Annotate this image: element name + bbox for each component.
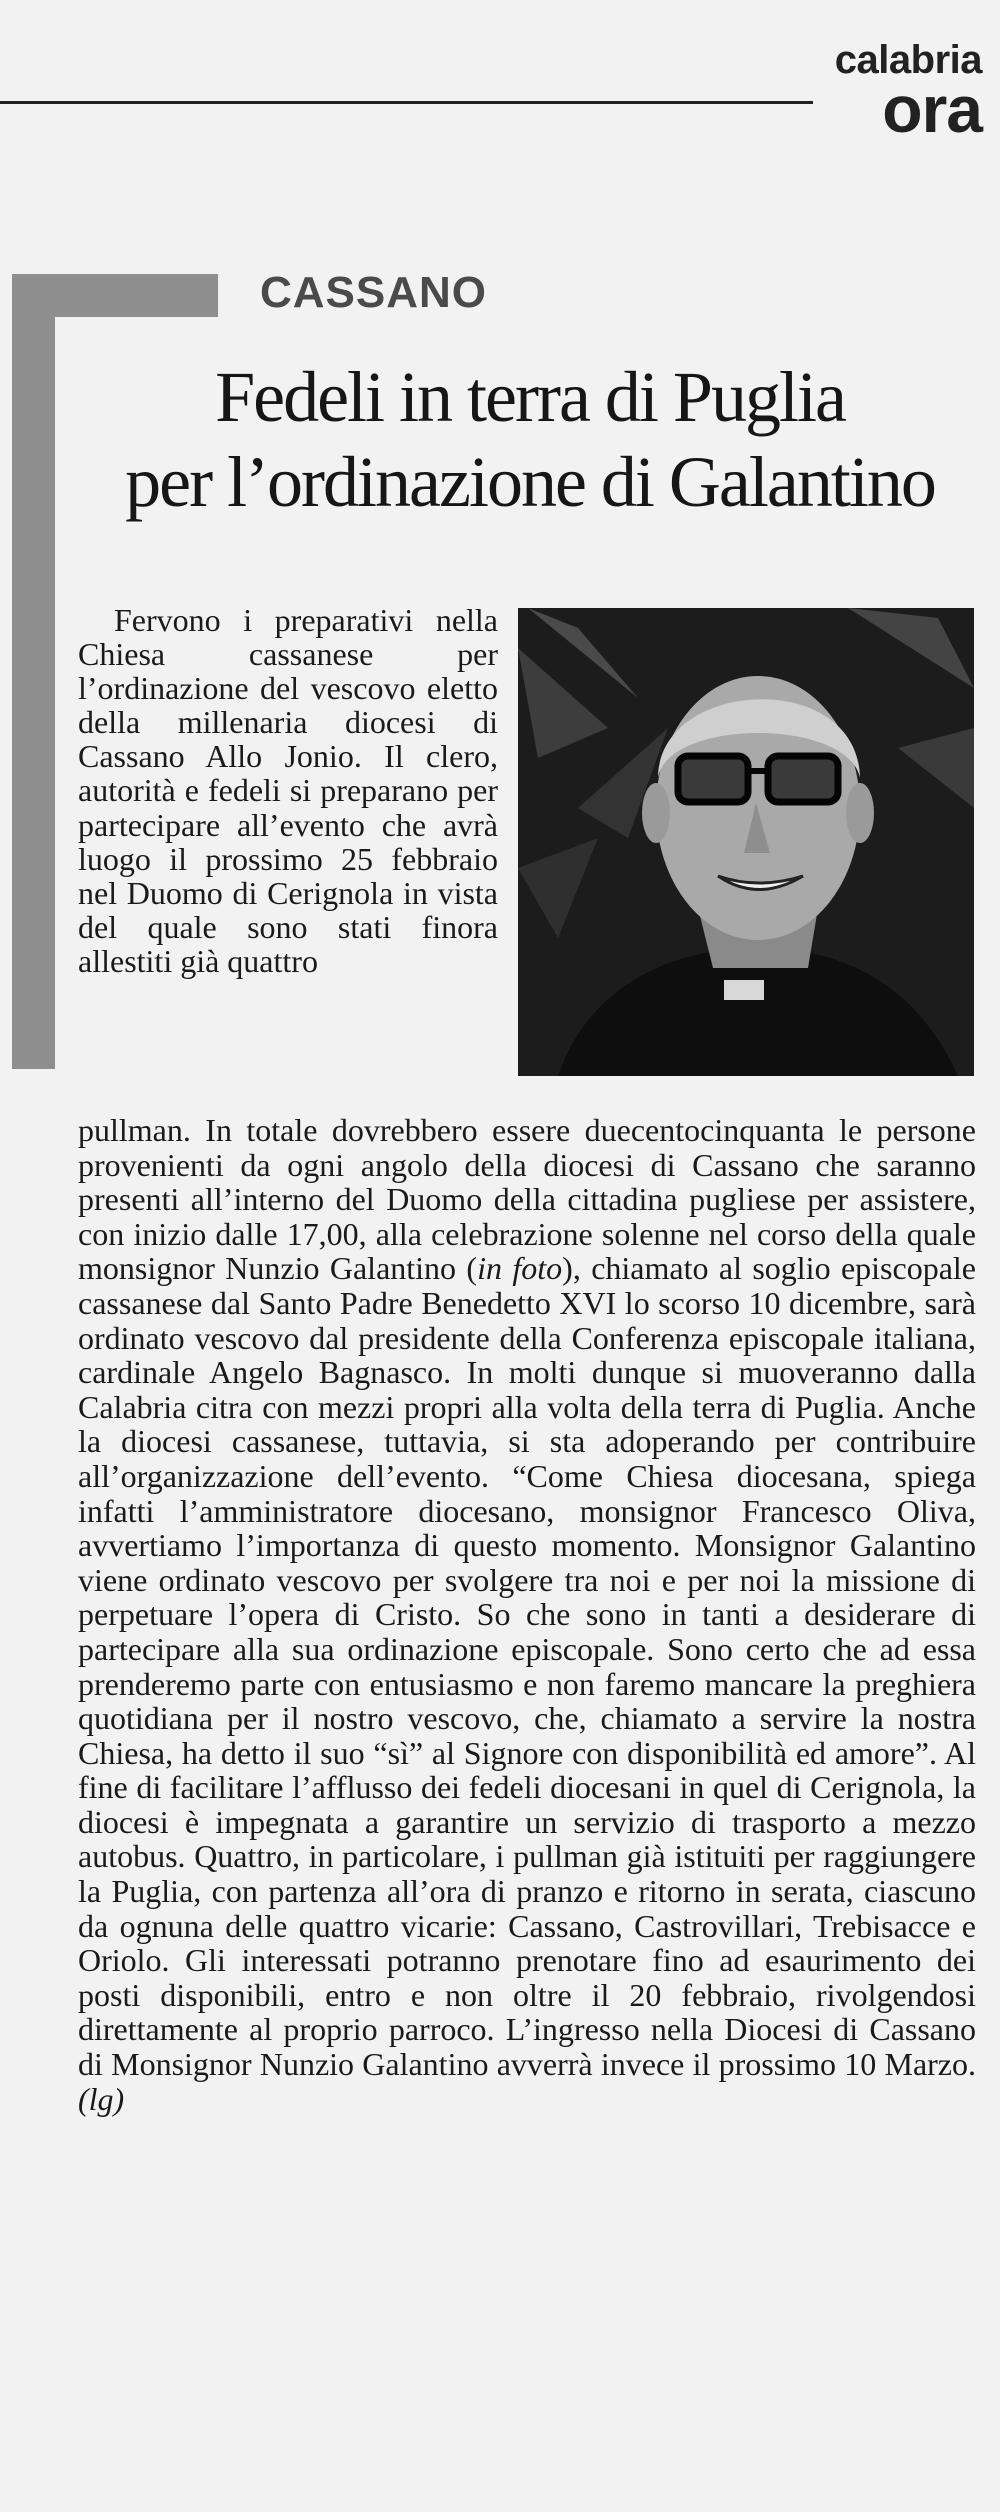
newspaper-masthead [834, 38, 982, 146]
decorative-bracket-vertical [12, 274, 55, 1069]
author-initials: (lg) [78, 2080, 125, 2117]
article-paragraph-intro: Fervono i preparativi nella Chiesa cassanese per l’ordinazione del vescovo eletto della millenaria diocesi di Cassano Allo Jonio. Il clero, autorità e fedeli si preparano per partecipare all’evento che avrà luogo il prossimo 25 febbraio nel Duomo di Cerignola in vista del quale sono stati finora allestiti già quattro [78, 602, 498, 979]
headline-line1: Fedeli in terra di Puglia [215, 357, 845, 437]
article-paragraph-main [78, 1113, 976, 2116]
masthead-line2: ora [882, 72, 982, 146]
article-body [78, 1113, 976, 2116]
masthead-line1: calabria [834, 38, 982, 82]
portrait-image [518, 608, 974, 1076]
headline-line2: per l’ordinazione di Galantino [125, 442, 935, 522]
section-kicker: CASSANO [260, 268, 488, 317]
header-rule [0, 101, 813, 104]
photo-reference-italic: in foto [477, 1250, 563, 1287]
article-photo [518, 608, 974, 1076]
article-headline [60, 355, 1000, 525]
decorative-bracket-horizontal [12, 274, 218, 317]
body-text-part2: ), chiamato al soglio episcopale cassanese dal Santo Padre Benedetto XVI lo scorso 10 dicembre, sarà ordinato vescovo dal presidente della Conferenza episcopale italiana, cardinale Angelo Bagnasco. In molti dunque si muoveranno dalla Calabria citra con mezzi propri alla volta della terra di Puglia. Anche la diocesi cassanese, tuttavia, si sta adoperando per contribuire all’organizzazione dell’evento. “Come Chiesa diocesana, spiega infatti l’amministratore diocesano, monsignor Francesco Oliva, avvertiamo l’importanza di questo momento. Monsignor Galantino viene ordinato vescovo per svolgere tra noi e per noi la missione di perpetuare l’opera di Cristo. So che sono in tanti a desiderare di partecipare alla sua ordinazione episcopale. Sono certo che ad essa prenderemo parte con entusiasmo e non faremo mancare la preghiera quotidiana per il nostro vescovo, che, chiamato a servire la nostra Chiesa, ha detto il suo “sì” al Signore con disponibilità ed amore”. Al fine di facilitare l’afflusso dei fedeli diocesani in quel di Cerignola, la diocesi è impegnata a garantire un servizio di trasporto a mezzo autobus. Quattro, in particolare, i pullman già istituiti per raggiungere la Puglia, con partenza all’ora di pranzo e ritorno in serata, ciascuno da ognuna delle quattro vicarie: Cassano, Castrovillari, Trebisacce e Oriolo. Gli interessati potranno prenotare fino ad esaurimento dei posti disponibili, entro e non oltre il 20 febbraio, rivolgendosi direttamente al proprio parroco. L’ingresso nella Diocesi di Cassano di Monsignor Nunzio Galantino avverrà invece il prossimo 10 Marzo. [78, 1250, 977, 2083]
article-intro-column [78, 603, 498, 978]
body-text-part1: pullman. In totale dovrebbero essere duecentocinquanta le persone provenienti da ogni angolo della diocesi di Cassano che saranno presenti all’interno del Duomo della cittadina pugliese per assistere, con inizio dalle 17,00, alla celebrazione solenne nel corso della quale monsignor Nunzio Galantino ( [78, 1112, 976, 1287]
